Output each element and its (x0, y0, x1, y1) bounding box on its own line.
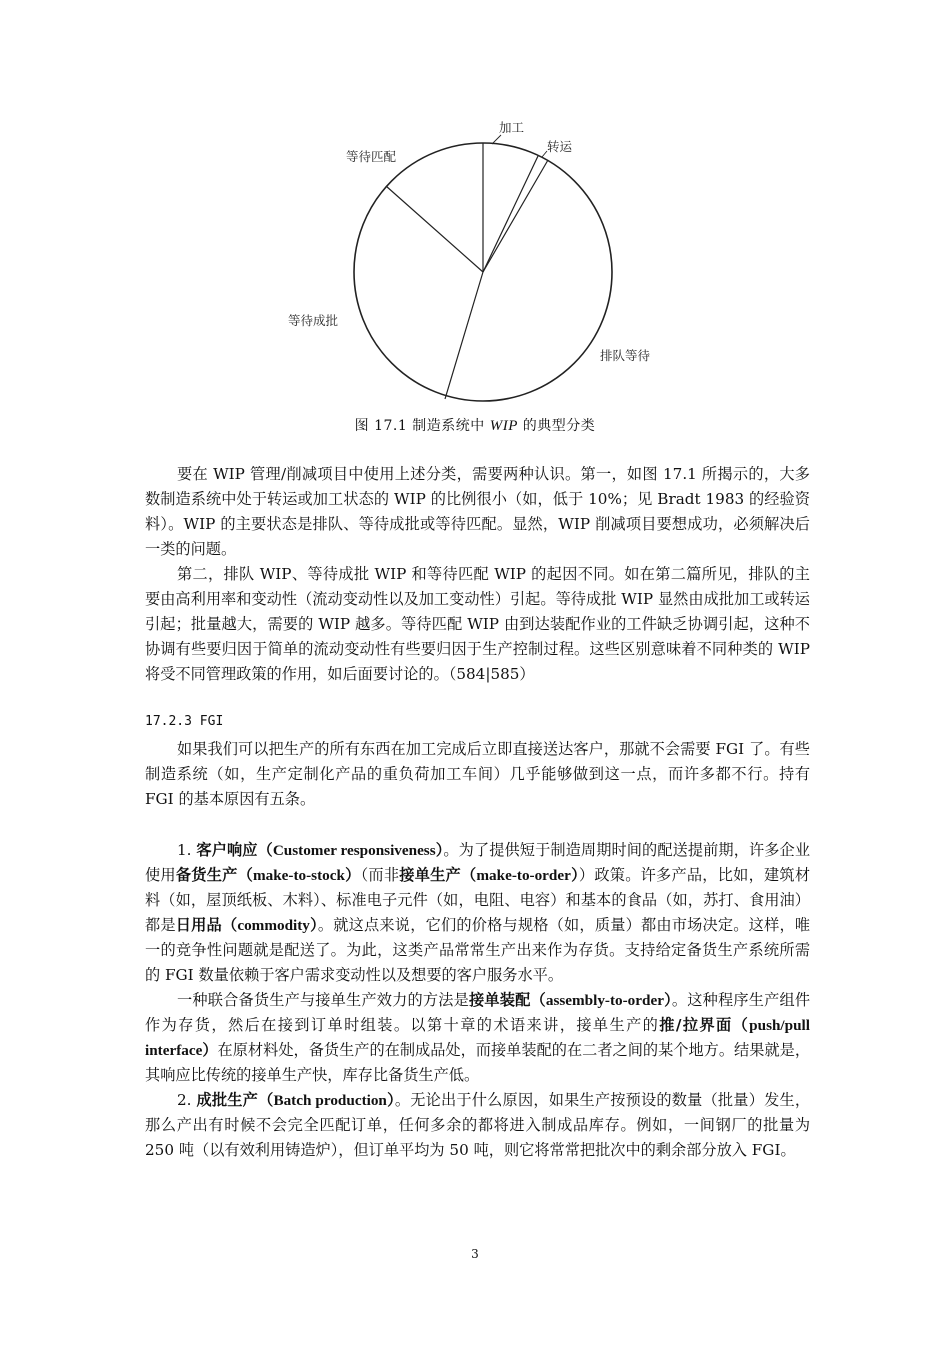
label-leader-processing (492, 135, 501, 144)
list-item-customer-responsiveness: 1. 客户响应（Customer responsiveness）。为了提供短于制造周期时间的配送提前期，许多企业使用备货生产（make-to-stock）（而非接单生产（make-to-order））政策。许多产品，比如，建筑材料（如，屋顶纸板、木料）、标准电子元件（如，电阻、电容）和基本的食品（如，苏打、食用油）都是日用品（commodity）。就这点来说，它们的价格与规格（如，质量）都由市场决定。这样，唯一的竞争性问题就是配送了。为此，这类产品常常生产出来作为存货。支持给定备货生产系统所需的 FGI 数量依赖于客户需求变动性以及想要的客户服务水平。 (145, 841, 811, 984)
paragraph-wip-first: 要在 WIP 管理/削减项目中使用上述分类，需要两种认识。第一，如图 17.1 所揭示的，大多数制造系统中处于转运或加工状态的 WIP 的比例很小（如，低于 10%；见 Bradt 1983 的经验资料）。WIP 的主要状态是排队、等待成批或等待匹配。显然，WIP 削减项目要想成功，必须解决后一类的问题。 (145, 465, 810, 558)
caption-italic: WIP (489, 418, 518, 434)
pie-divider-queue (445, 272, 483, 399)
paragraph-fgi-intro: 如果我们可以把生产的所有东西在加工完成后立即直接送达客户，那就不会需要 FGI 了。有些制造系统（如，生产定制化产品的重负荷加工车间）几乎能够做到这一点，而许多都不行。持有 FGI 的基本原因有五条。 (145, 740, 810, 808)
pie-divider-transport-a (483, 156, 538, 272)
paragraph-assembly-to-order: 一种联合备货生产与接单生产效力的方法是接单装配（assembly-to-order）。这种程序生产组件作为存货，然后在接到订单时组装。以第十章的术语来讲，接单生产的推/拉界面（push/pull interface）在原材料处，备货生产的在制成品处，而接单装配的在二者之间的某个地方。结果就是，其响应比传统的接单生产快，库存比备货生产低。 (145, 991, 811, 1084)
section-wip-text (145, 462, 810, 687)
wip-pie-chart (270, 110, 690, 410)
label-wait-match: 等待匹配 (346, 149, 397, 164)
label-queue: 排队等待 (600, 348, 651, 363)
pie-divider-batch (386, 186, 483, 272)
section-fgi-reasons (145, 838, 810, 1163)
label-wait-batch: 等待成批 (288, 313, 339, 328)
paragraph-wip-second: 第二，排队 WIP、等待成批 WIP 和等待匹配 WIP 的起因不同。如在第二篇所见，排队的主要由高利用率和变动性（流动变动性以及加工变动性）引起。等待成批 WIP 显然由成批加工或转运引起；批量越大，需要的 WIP 越多。等待匹配 WIP 由到达装配作业的工件缺乏协调引起，这种不协调有些要归因于简单的流动变动性有些要归因于生产控制过程。这些区别意味着不同种类的 WIP 将受不同管理政策的作用，如后面要讨论的。（584|585） (145, 565, 810, 683)
label-processing: 加工 (499, 120, 525, 135)
figure-caption (0, 415, 950, 435)
pie-divider-transport-b (483, 160, 548, 272)
caption-suffix: 的典型分类 (517, 418, 596, 434)
list-item-batch-production: 2. 成批生产（Batch production）。无论出于什么原因，如果生产按预设的数量（批量）发生，那么产出有时候不会完全匹配订单，任何多余的都将进入制成品库存。例如，一间钢厂的批量为 250 吨（以有效利用铸造炉），但订单平均为 50 吨，则它将常常把批次中的剩余部分放入 FGI。 (145, 1091, 811, 1159)
label-transport: 转运 (547, 139, 573, 154)
caption-prefix: 图 17.1 制造系统中 (354, 418, 490, 434)
page-number: 3 (471, 1247, 479, 1261)
section-fgi-intro (145, 737, 810, 812)
section-heading: 17.2.3 FGI (145, 714, 224, 729)
